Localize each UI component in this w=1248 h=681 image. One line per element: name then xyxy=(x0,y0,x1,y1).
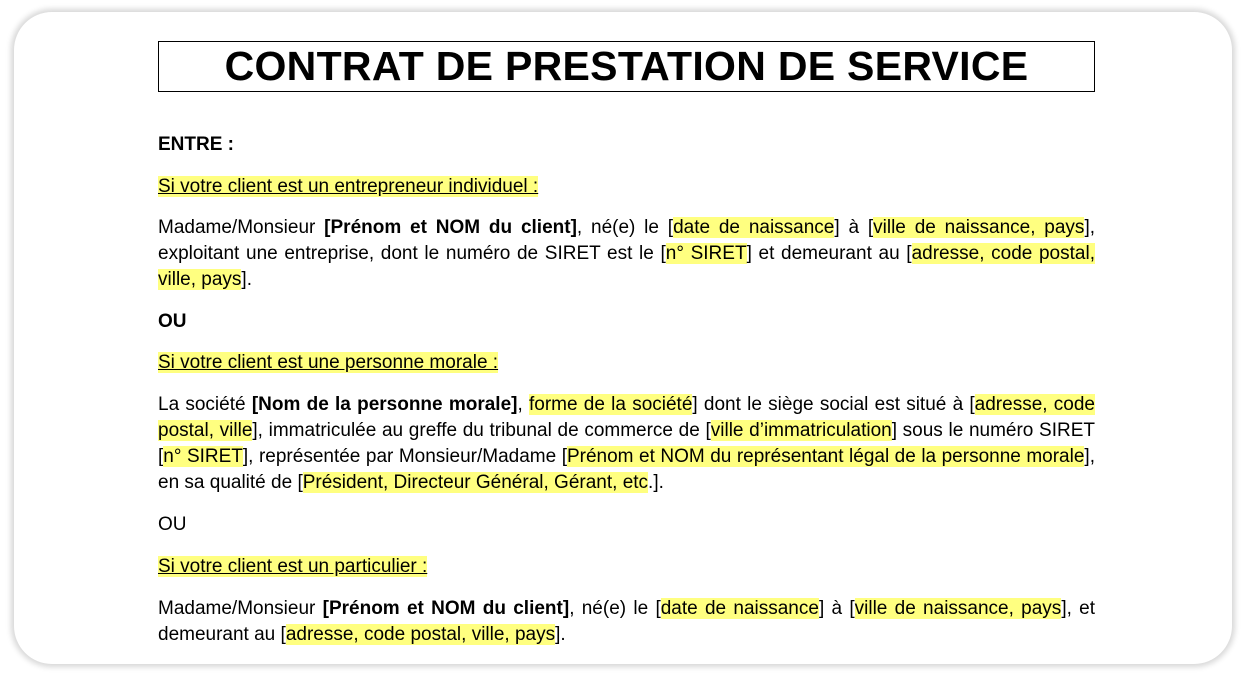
section1-paragraph xyxy=(158,215,1095,293)
section3-heading: Si votre client est un particulier : xyxy=(158,556,428,577)
ou-separator: OU xyxy=(158,514,187,535)
text-run: La société xyxy=(158,394,252,415)
company-address-placeholder: adresse, code postal, ville xyxy=(158,394,1095,441)
company-siret-placeholder: n° SIRET xyxy=(163,446,243,467)
section3-paragraph xyxy=(158,596,1095,648)
text-run: ] sous le numéro SIRET [ xyxy=(158,420,1095,467)
section2-heading-line xyxy=(158,350,1095,376)
section3-heading-line xyxy=(158,554,1095,580)
text-run: ] à [ xyxy=(834,217,874,238)
title-box xyxy=(158,41,1095,92)
section2-paragraph xyxy=(158,392,1095,496)
text-run: Madame/Monsieur xyxy=(158,598,323,619)
section1-heading: Si votre client est un entrepreneur individuel : xyxy=(158,176,539,197)
ou-separator-bold: OU xyxy=(158,311,187,332)
role-placeholder: Président, Directeur Général, Gérant, etc xyxy=(302,472,649,493)
representative-placeholder: Prénom et NOM du représentant légal de la personne morale xyxy=(566,446,1085,467)
text-run: , xyxy=(517,394,529,415)
text-run: , né(e) le [ xyxy=(569,598,661,619)
particulier-address-placeholder: adresse, code postal, ville, pays xyxy=(285,624,556,645)
birth-place-placeholder: ville de naissance, pays xyxy=(873,217,1085,238)
particulier-name-placeholder: [Prénom et NOM du client] xyxy=(322,598,570,619)
particulier-birth-date-placeholder: date de naissance xyxy=(660,598,819,619)
text-run: ], en sa qualité de [ xyxy=(158,446,1095,493)
section2-heading: Si votre client est une personne morale : xyxy=(158,352,499,373)
registry-city-placeholder: ville d’immatriculation xyxy=(710,420,892,441)
text-run: ] et demeurant au [ xyxy=(746,243,912,264)
text-run: ], immatriculée au greffe du tribunal de commerce de [ xyxy=(252,420,711,441)
client-name-placeholder: [Prénom et NOM du client] xyxy=(324,217,577,238)
document-card xyxy=(14,12,1232,664)
text-run: ] dont le siège social est situé à [ xyxy=(692,394,975,415)
particulier-birth-place-placeholder: ville de naissance, pays xyxy=(854,598,1062,619)
text-run: ], représentée par Monsieur/Madame [ xyxy=(242,446,567,467)
text-run: .]. xyxy=(648,472,664,493)
text-run: , né(e) le [ xyxy=(576,217,674,238)
text-run: ]. xyxy=(555,624,566,645)
document-page xyxy=(158,41,1095,645)
company-name-placeholder: [Nom de la personne morale] xyxy=(251,394,518,415)
address-placeholder: adresse, code postal, ville, pays xyxy=(158,243,1095,290)
siret-placeholder: n° SIRET xyxy=(665,243,747,264)
entre-label: ENTRE : xyxy=(158,134,234,155)
text-run: Madame/Monsieur xyxy=(158,217,325,238)
document-title: CONTRAT DE PRESTATION DE SERVICE xyxy=(224,43,1029,89)
text-run: ]. xyxy=(241,269,252,290)
text-run: ] à [ xyxy=(818,598,855,619)
text-run: ], exploitant une entreprise, dont le numéro de SIRET est le [ xyxy=(158,217,1095,264)
company-form-placeholder: forme de la société xyxy=(529,394,693,415)
section1-heading-line xyxy=(158,174,1095,200)
birth-date-placeholder: date de naissance xyxy=(673,217,835,238)
text-run: ], et demeurant au [ xyxy=(158,598,1095,645)
